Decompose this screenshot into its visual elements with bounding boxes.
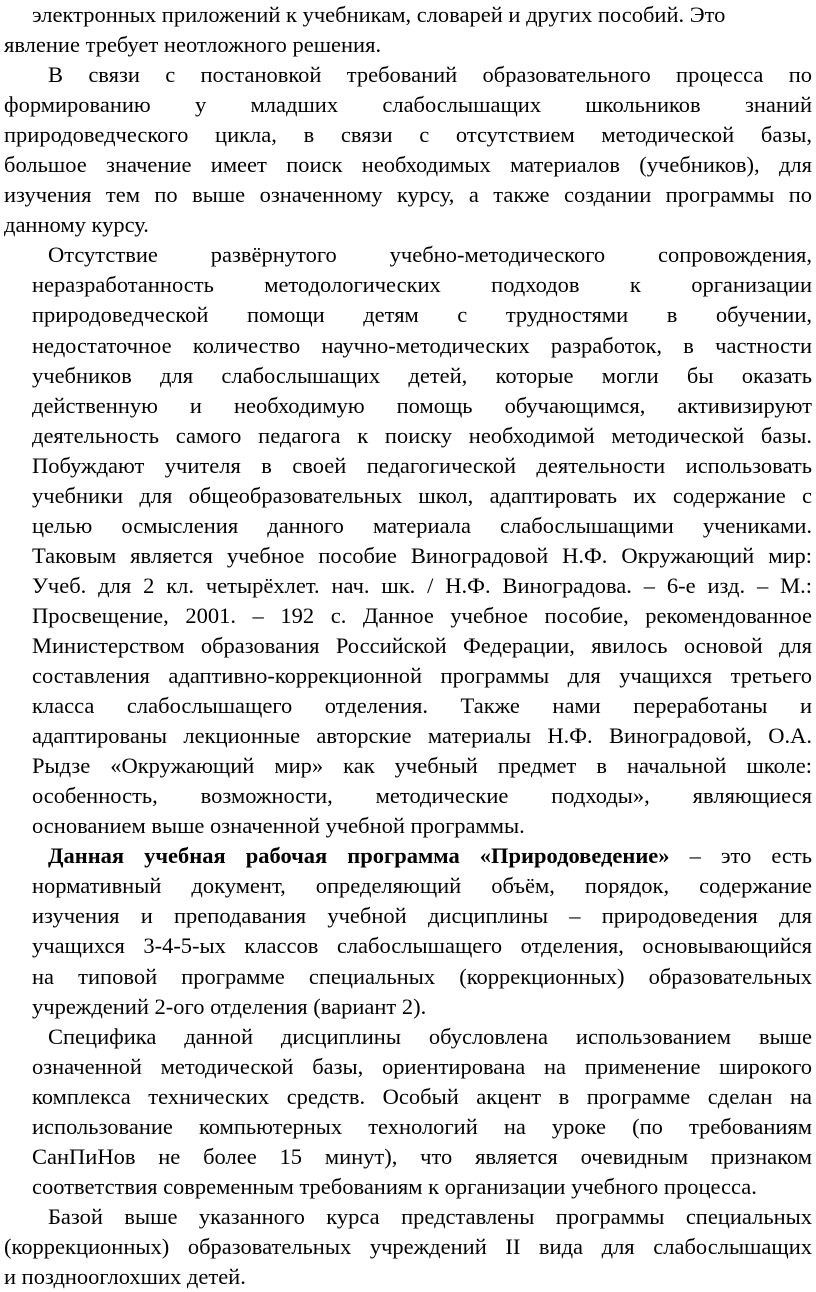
- text-line: и позднооглохших детей.: [4, 1263, 246, 1289]
- text-line: основанием выше означенной учебной программы.: [32, 813, 525, 839]
- bold-program-title: Данная учебная рабочая программа «Природоведение»: [48, 843, 670, 869]
- program-description-paragraph: [4, 871, 812, 1021]
- specifics-paragraph: [4, 1022, 812, 1202]
- text-line: Рыдзе «Окружающий мир» как учебный предмет в начальной школе:: [32, 753, 812, 779]
- text-line: учебников для слабослышащих детей, которые могли бы оказать: [32, 362, 812, 388]
- text-line: означенной методической базы, ориентирована на применение широкого: [32, 1053, 812, 1079]
- text-line: Просвещение, 2001. – 192 с. Данное учебное пособие, рекомендованное: [32, 602, 812, 628]
- text-line: формированию у младших слабослышащих школьников знаний: [4, 92, 812, 118]
- text-line: класса слабослышащего отделения. Также нами переработаны и: [32, 693, 812, 719]
- bold-paragraph-first-line: [4, 841, 812, 871]
- text-line: Побуждают учителя в своей педагогической деятельности использовать: [32, 452, 812, 478]
- text-line: электронных приложений к учебникам, словарей и других пособий. Это: [32, 2, 726, 27]
- text-line: явление требует неотложного решения.: [4, 32, 382, 58]
- text-line: природоведческого цикла, в связи с отсутствием методической базы,: [4, 122, 812, 148]
- text-line: СанПиНов не более 15 минут), что является очевидным признаком: [32, 1143, 812, 1169]
- text-line: Отсутствие развёрнутого учебно-методического сопровождения,: [48, 242, 812, 268]
- document-body: [4, 0, 812, 841]
- bold-paragraph-continuation: – это есть: [669, 843, 812, 869]
- text-line: учреждений 2-ого отделения (вариант 2).: [32, 993, 427, 1019]
- text-line: изучения и преподавания учебной дисциплины – природоведения для: [32, 903, 812, 929]
- text-line: Учеб. для 2 кл. четырёхлет. нач. шк. / Н.Ф. Виноградова. – 6-е изд. – М.:: [32, 572, 812, 598]
- text-line: на типовой программе специальных (коррекционных) образовательных: [32, 963, 812, 989]
- text-line: Таковым является учебное пособие Виноградовой Н.Ф. Окружающий мир:: [32, 542, 812, 568]
- text-line: природоведческой помощи детям с трудностями в обучении,: [32, 302, 812, 328]
- text-line: деятельность самого педагога к поиску необходимой методической базы.: [32, 422, 812, 448]
- text-line: соответствия современным требованиям к организации учебного процесса.: [32, 1173, 757, 1199]
- text-line: (коррекционных) образовательных учреждений II вида для слабослышащих: [4, 1233, 812, 1259]
- text-line: комплекса технических средств. Особый акцент в программе сделан на: [32, 1083, 812, 1109]
- text-line: нормативный документ, определяющий объём, порядок, содержание: [32, 873, 812, 899]
- text-line: целью осмысления данного материала слабослышащими учениками.: [32, 512, 812, 538]
- text-line: учебники для общеобразовательных школ, адаптировать их содержание с: [32, 482, 812, 508]
- text-line: составления адаптивно-коррекционной программы для учащихся третьего: [32, 663, 812, 689]
- text-line: В связи с постановкой требований образовательного процесса по: [48, 62, 812, 88]
- text-line: большое значение имеет поиск необходимых материалов (учебников), для: [4, 152, 812, 178]
- course-base-paragraph: [4, 1202, 812, 1292]
- text-line: действенную и необходимую помощь обучающимся, активизируют: [32, 392, 812, 418]
- text-line: учащихся 3-4-5-ых классов слабослышащего отделения, основывающийся: [32, 933, 812, 959]
- text-line: Специфика данной дисциплины обусловлена использованием выше: [48, 1023, 812, 1049]
- text-line: неразработанность методологических подходов к организации: [32, 272, 812, 298]
- text-line: Министерством образования Российской Федерации, явилось основой для: [32, 632, 812, 658]
- text-line: недостаточное количество научно-методических разработок, в частности: [32, 332, 812, 358]
- text-line: изучения тем по выше означенному курсу, а также создании программы по: [4, 182, 812, 208]
- text-line: Базой выше указанного курса представлены программы специальных: [48, 1203, 812, 1229]
- text-line: использование компьютерных технологий на уроке (по требованиям: [32, 1113, 812, 1139]
- text-line: особенность, возможности, методические подходы», являющиеся: [32, 783, 812, 809]
- text-line: данному курсу.: [4, 212, 149, 238]
- text-line: адаптированы лекционные авторские материалы Н.Ф. Виноградовой, О.А.: [32, 723, 812, 749]
